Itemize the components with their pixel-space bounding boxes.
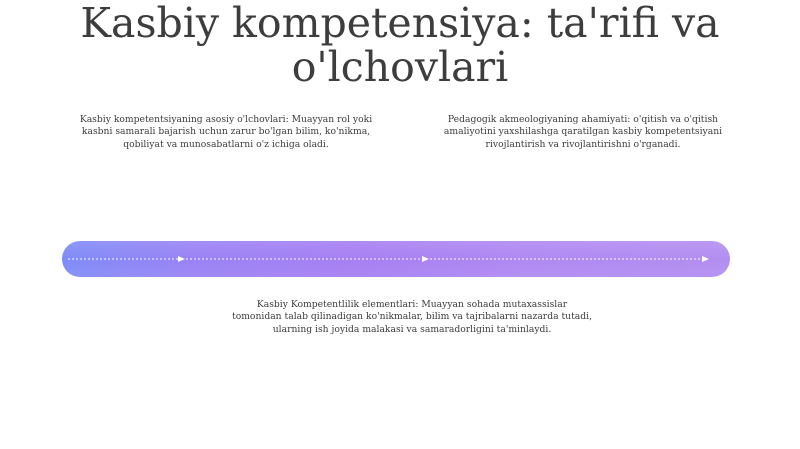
timeline-arrows bbox=[62, 241, 730, 277]
timeline-arrowhead-3 bbox=[702, 256, 709, 262]
competency-dimensions-note: Kasbiy kompetentsiyaning asosiy o'lchovlari: Muayyan rol yoki kasbni samarali bajarish uchun zarur bo'lgan bilim, ko'nikma, qobiliyat va munosabatlarni o'z ichiga oladi. bbox=[79, 114, 373, 150]
pedagogical-acmeology-note: Pedagogik akmeologiyaning ahamiyati: o'qitish va o'qitish amaliyotini yaxshilashga qaratilgan kasbiy kompetentsiyani rivojlantirish va rivojlantirishni o'rganadi. bbox=[443, 114, 723, 150]
timeline-arrowhead-1 bbox=[178, 256, 185, 262]
competence-elements-note: Kasbiy Kompetentlilik elementlari: Muayyan sohada mutaxassislar tomonidan talab qilinadigan ko'nikmalar, bilim va tajribalarni nazarda tutadi, ularning ish joyida malakasi va samaradorligini ta'minlaydi. bbox=[232, 299, 592, 335]
timeline-bar bbox=[62, 241, 730, 277]
page-title: Kasbiy kompetensiya: ta'rifi va o'lchovlari bbox=[80, 0, 720, 91]
timeline-arrowhead-2 bbox=[422, 256, 429, 262]
